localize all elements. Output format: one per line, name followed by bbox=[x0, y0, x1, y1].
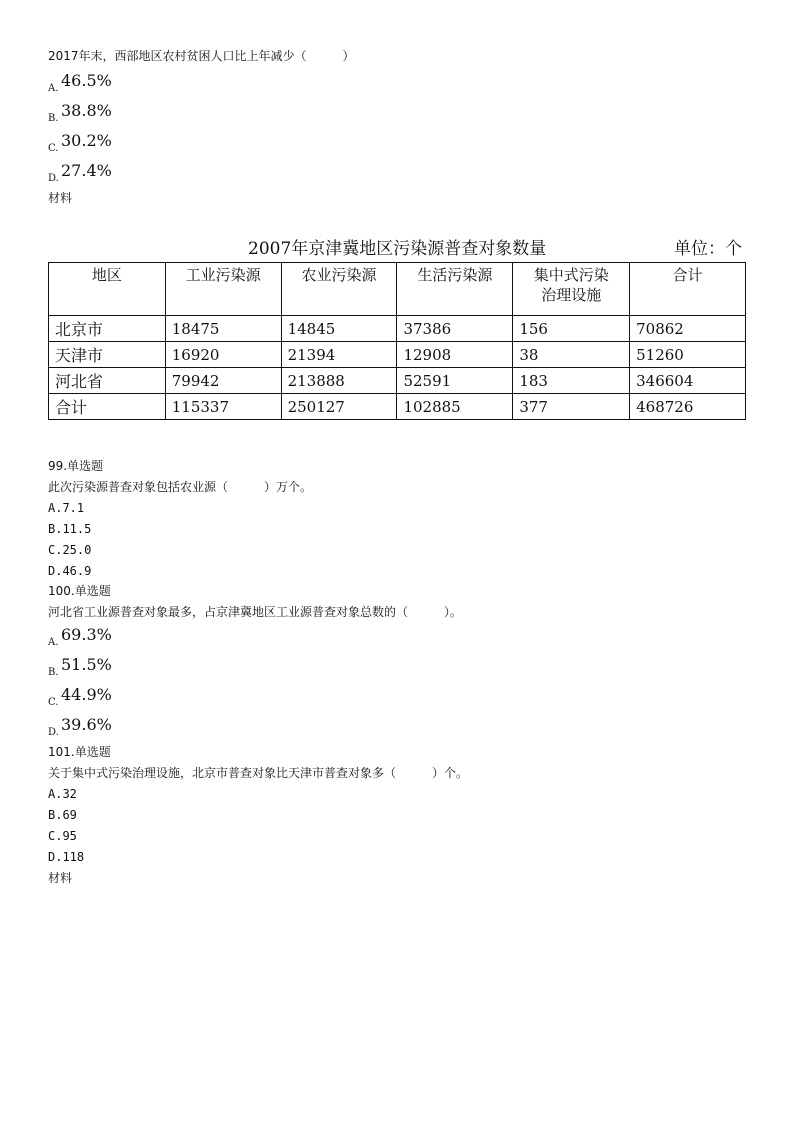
header-cell: 生活污染源 bbox=[397, 263, 513, 316]
table-cell: 18475 bbox=[165, 316, 281, 342]
question-stem: 此次污染源普查对象包括农业源（ ）万个。 bbox=[48, 480, 313, 494]
table-row bbox=[49, 342, 746, 368]
table-cell: 北京市 bbox=[49, 316, 166, 342]
table-row bbox=[49, 368, 746, 394]
question-number: 101.单选题 bbox=[48, 745, 111, 759]
option-value: 38.8% bbox=[61, 101, 112, 120]
table-cell: 37386 bbox=[397, 316, 513, 342]
header-cell: 地区 bbox=[49, 263, 166, 316]
table-cell: 183 bbox=[513, 368, 630, 394]
option-a[interactable]: A.32 bbox=[48, 787, 77, 801]
option-letter: B. bbox=[48, 667, 59, 678]
question-stem: 2017年末，西部地区农村贫困人口比上年减少（ ） bbox=[48, 49, 355, 63]
question-stem: 河北省工业源普查对象最多，占京津冀地区工业源普查对象总数的（ ）。 bbox=[48, 605, 463, 619]
question-number: 99.单选题 bbox=[48, 459, 104, 473]
option-letter: C. bbox=[48, 697, 59, 708]
option-d[interactable]: D.118 bbox=[48, 850, 85, 864]
option-value: 39.6% bbox=[61, 715, 112, 734]
table-header-row bbox=[49, 263, 746, 316]
material-label: 材料 bbox=[48, 871, 73, 885]
table-cell: 天津市 bbox=[49, 342, 166, 368]
option-value: 51.5% bbox=[61, 655, 112, 674]
table-cell: 合计 bbox=[49, 394, 166, 420]
table-row bbox=[49, 394, 746, 420]
option-b[interactable]: B.11.5 bbox=[48, 522, 92, 536]
table-cell: 377 bbox=[513, 394, 630, 420]
table-cell: 52591 bbox=[397, 368, 513, 394]
table-unit: 单位：个 bbox=[674, 239, 742, 259]
option-b[interactable]: B.69 bbox=[48, 808, 77, 822]
table-cell: 12908 bbox=[397, 342, 513, 368]
option-c[interactable]: C.25.0 bbox=[48, 543, 92, 557]
option-value: 30.2% bbox=[61, 131, 112, 150]
table-cell: 102885 bbox=[397, 394, 513, 420]
material-label: 材料 bbox=[48, 191, 73, 205]
table-title: 2007年京津冀地区污染源普查对象数量 bbox=[248, 239, 547, 259]
table-cell: 156 bbox=[513, 316, 630, 342]
table-cell: 16920 bbox=[165, 342, 281, 368]
table-cell: 河北省 bbox=[49, 368, 166, 394]
table-cell: 346604 bbox=[630, 368, 746, 394]
option-a[interactable]: A.7.1 bbox=[48, 501, 85, 515]
table-cell: 115337 bbox=[165, 394, 281, 420]
option-letter: D. bbox=[48, 727, 59, 738]
option-value: 44.9% bbox=[61, 685, 112, 704]
table-cell: 468726 bbox=[630, 394, 746, 420]
table-cell: 79942 bbox=[165, 368, 281, 394]
option-d[interactable]: D.46.9 bbox=[48, 564, 92, 578]
header-cell: 合计 bbox=[630, 263, 746, 316]
table-cell: 51260 bbox=[630, 342, 746, 368]
question-number: 100.单选题 bbox=[48, 584, 111, 598]
question-stem: 关于集中式污染治理设施，北京市普查对象比天津市普查对象多（ ）个。 bbox=[48, 766, 469, 780]
header-cell: 工业污染源 bbox=[165, 263, 281, 316]
option-value: 46.5% bbox=[61, 71, 112, 90]
table-cell: 21394 bbox=[281, 342, 397, 368]
option-letter: A. bbox=[48, 83, 59, 94]
header-cell: 农业污染源 bbox=[281, 263, 397, 316]
option-letter: A. bbox=[48, 637, 59, 648]
table-cell: 213888 bbox=[281, 368, 397, 394]
option-value: 27.4% bbox=[61, 161, 112, 180]
option-c[interactable]: C.95 bbox=[48, 829, 77, 843]
header-cell: 集中式污染治理设施 bbox=[513, 263, 630, 316]
table-cell: 14845 bbox=[281, 316, 397, 342]
table-row bbox=[49, 316, 746, 342]
table-cell: 70862 bbox=[630, 316, 746, 342]
table-cell: 250127 bbox=[281, 394, 397, 420]
option-letter: B. bbox=[48, 113, 59, 124]
option-letter: D. bbox=[48, 173, 59, 184]
option-letter: C. bbox=[48, 143, 59, 154]
option-value: 69.3% bbox=[61, 625, 112, 644]
pollution-census-table bbox=[48, 262, 746, 420]
table-cell: 38 bbox=[513, 342, 630, 368]
